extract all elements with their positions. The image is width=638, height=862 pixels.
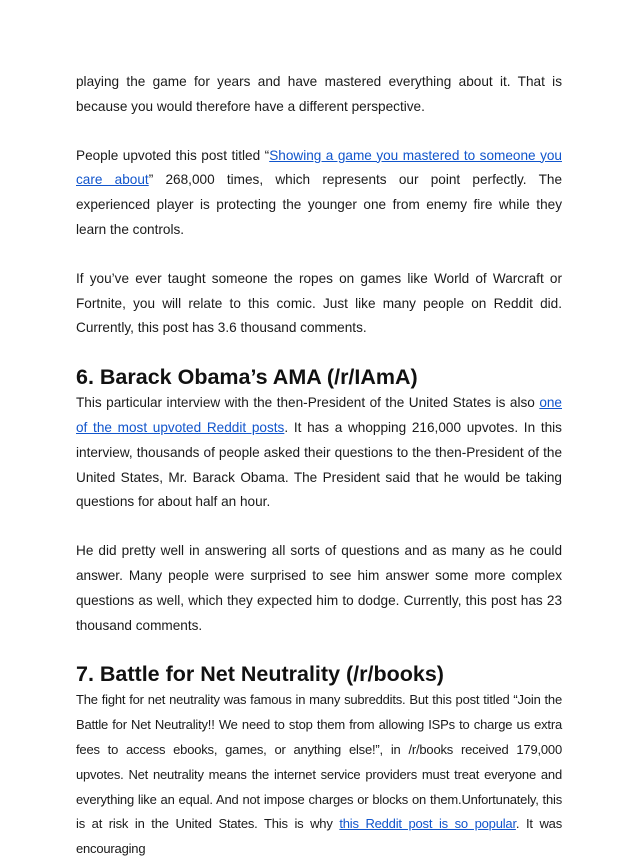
section-7-paragraph-1 (76, 688, 562, 862)
intro-paragraph-3: If you’ve ever taught someone the ropes on games like World of Warcraft or Fortnite, you will relate to this comic. Just like many people on Reddit did. Currently, this post has 3.6 thousand comments. (76, 270, 562, 336)
showing-game-post-link[interactable]: Showing a game you mastered to someone you care about (76, 147, 562, 188)
intro-paragraph-1: playing the game for years and have mastered everything about it. That is because you would therefore have a different perspective. (76, 74, 562, 114)
section-6-paragraph-2: He did pretty well in answering all sorts of questions and as many as he could answer. Many people were surprised to see him answer some more complex questions as well, which they expected him to dodge. Currently, this post has 23 thousand comments. (76, 543, 562, 633)
section-6-paragraph-1-text-a: This particular interview with the then-President of the United States is also (76, 395, 540, 411)
section-6-heading: 6. Barack Obama’s AMA (/r/IAmA) (76, 365, 418, 390)
section-7-paragraph-1-text-a: The fight for net neutrality was famous in many subreddits. But this post titled “Join the Battle for Net Neutrality!! We need to stop them from allowing ISPs to charge us extra fees to access ebooks, games, or anything else!”, in /r/books received 179,000 upvotes. Net neutrality means the internet service providers must treat everyone and everything like an equal. And not impose charges or blocks on them.Unfortunately, this is at risk in the United States. This is why (76, 692, 562, 832)
section-6-paragraph-1 (76, 391, 562, 515)
section-7-paragraph-1-text-b: . It was encouraging (76, 816, 563, 857)
section-7-heading: 7. Battle for Net Neutrality (/r/books) (76, 662, 444, 687)
section-6-paragraph-1-text-b: . It has a whopping 216,000 upvotes. In this interview, thousands of people asked their questions to the then-President of the United States, Mr. Barack Obama. The President said that he would be taking questions for about half an hour. (76, 419, 562, 510)
reddit-post-popular-link[interactable]: this Reddit post is so popular (339, 816, 516, 832)
intro-paragraph-2 (76, 144, 562, 243)
document-page (76, 70, 562, 862)
most-upvoted-posts-link[interactable]: one of the most upvoted Reddit posts (76, 395, 562, 435)
intro-paragraph-2-text-a: People upvoted this post titled “ (76, 147, 270, 163)
intro-paragraph-2-text-b: ” 268,000 times, which represents our point perfectly. The experienced player is protecting the younger one from enemy fire while they learn the controls. (76, 172, 562, 237)
